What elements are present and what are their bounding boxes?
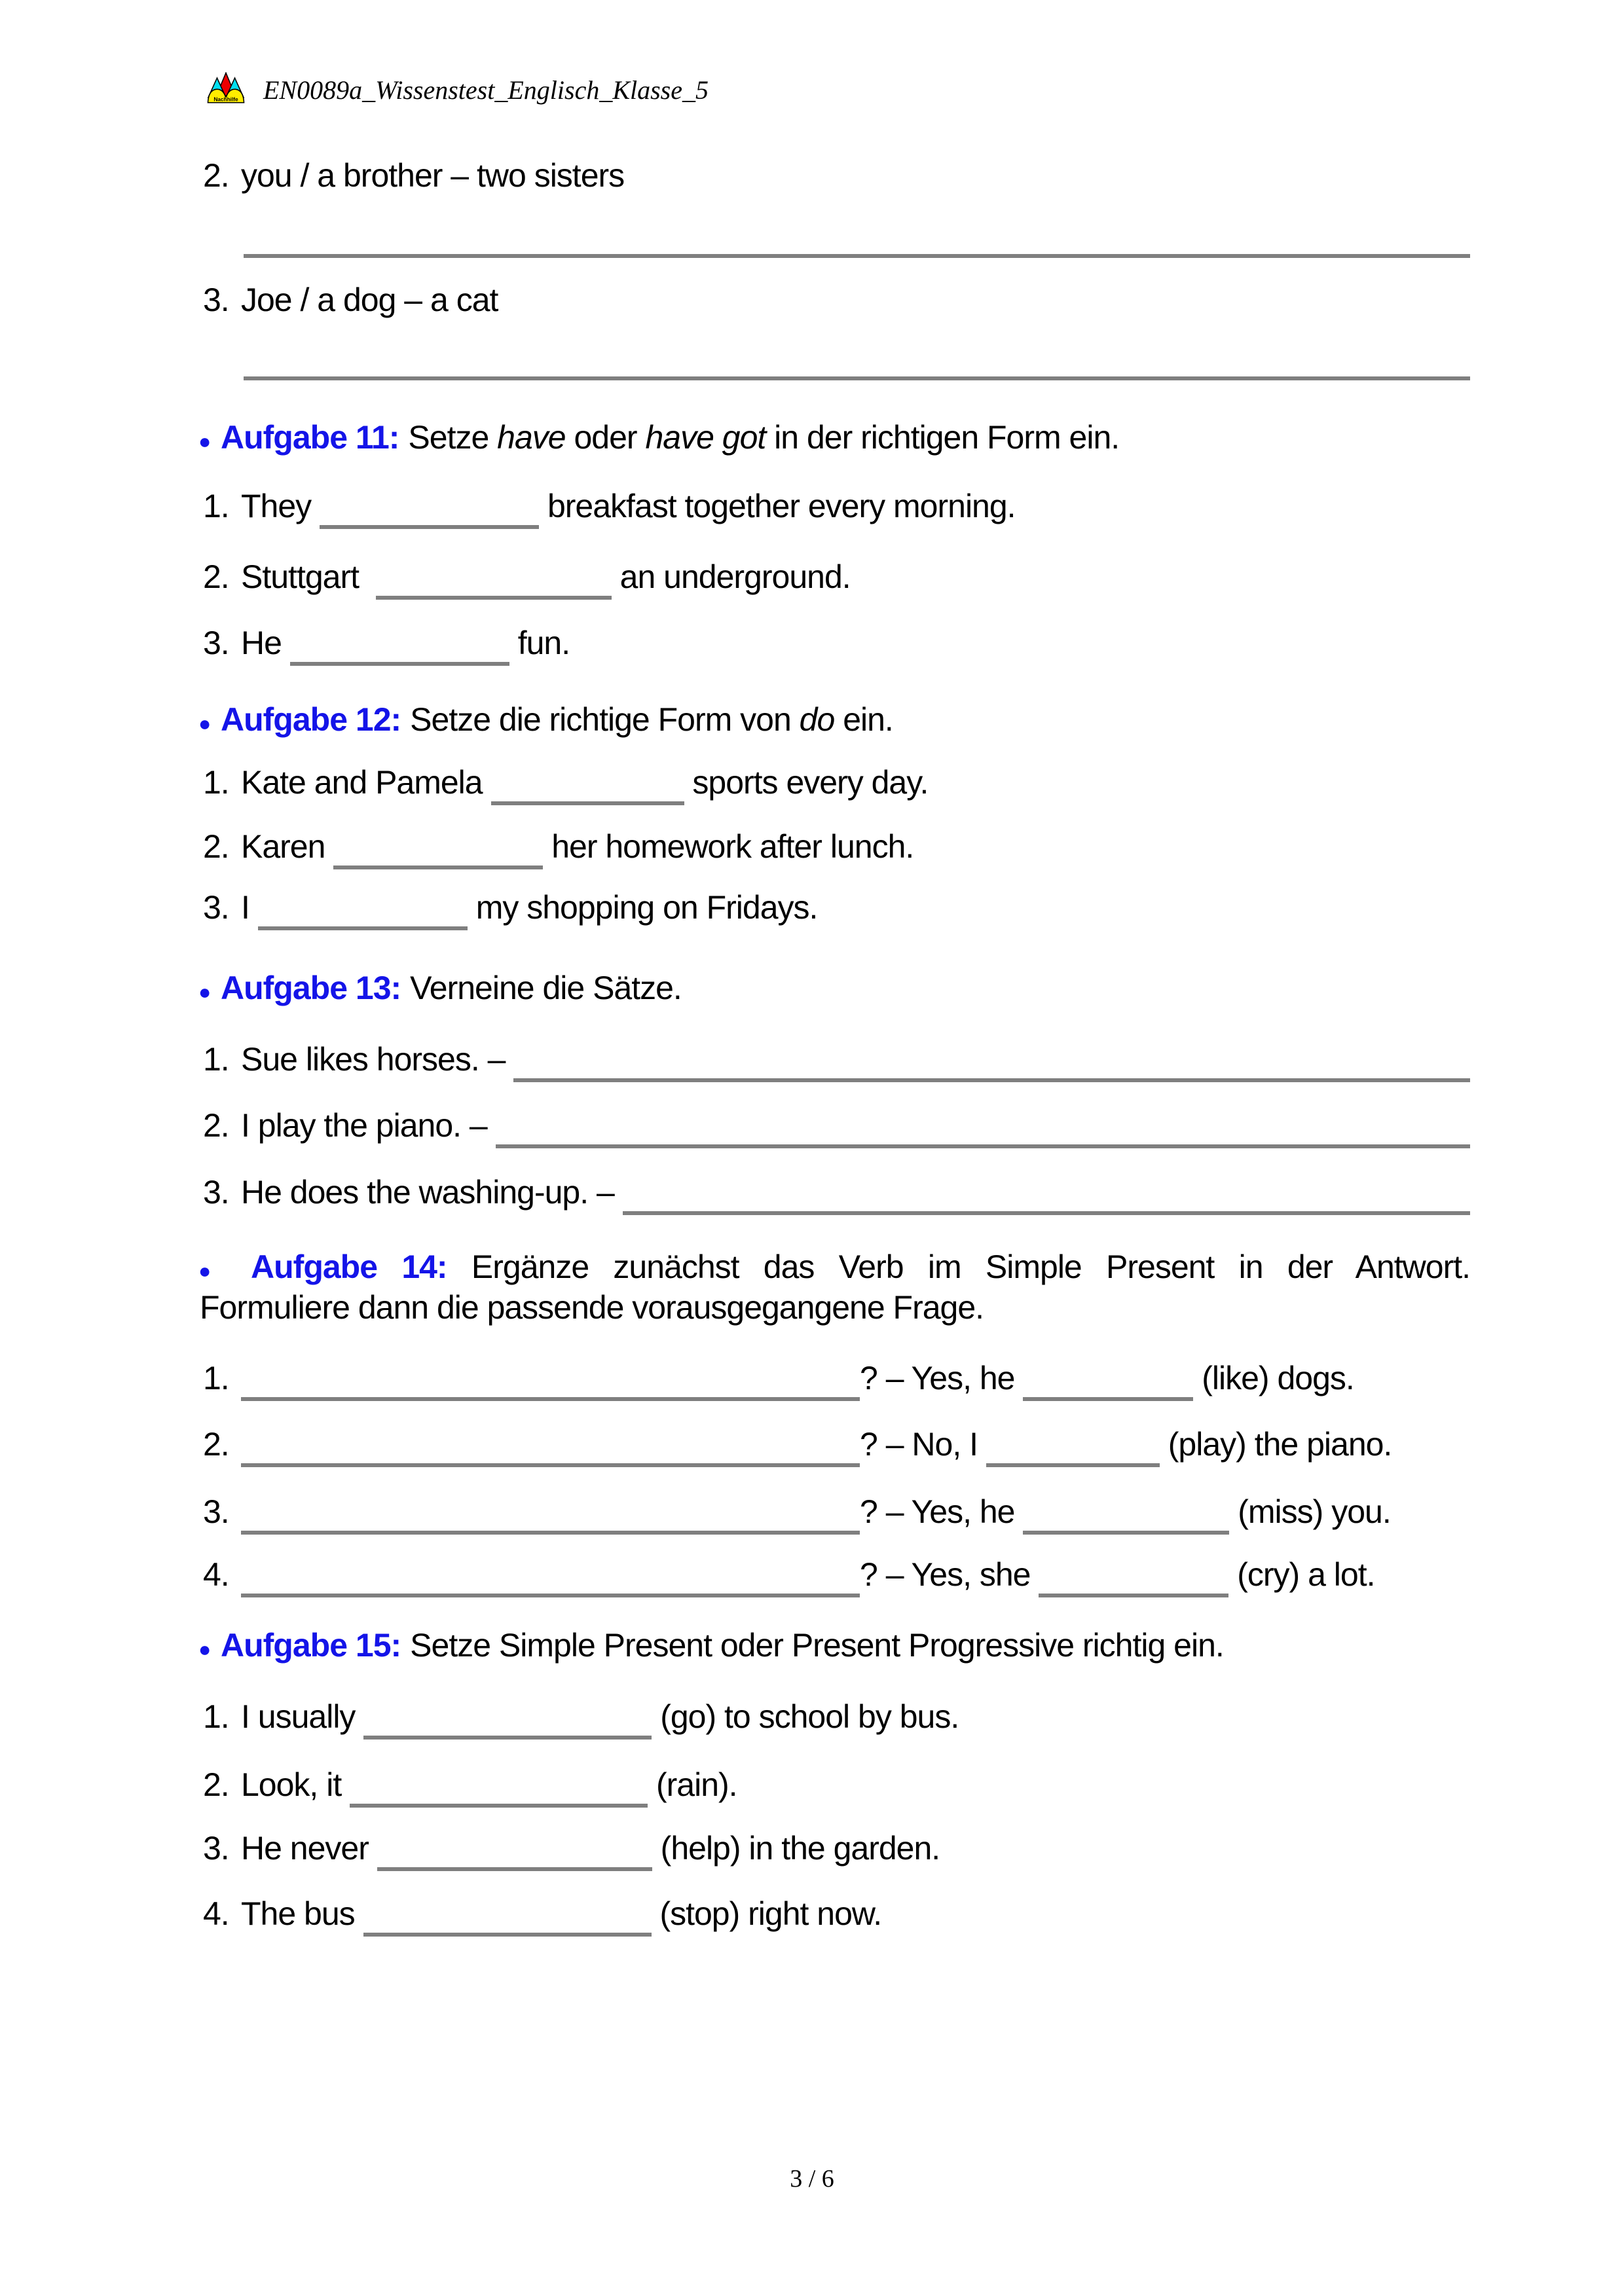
bullet-icon: ● [198,1259,227,1283]
item-text: I usually [241,1698,364,1735]
item-text: He does the washing-up. – [241,1174,623,1211]
exercise-14-item-2 [203,1423,1470,1467]
item-text: ? – No, I [860,1426,986,1463]
item-number: 3. [203,889,229,926]
heading-label: Aufgabe 11: [221,419,399,456]
item-text: He [241,625,290,661]
answer-blank[interactable] [320,487,539,529]
item-number: 2. [203,828,229,865]
question-blank[interactable] [241,1493,860,1535]
item-number: 1. [203,764,229,801]
instruction-text: Ergänze zunächst das Verb im Simple Present in der Antwort. [471,1248,1471,1285]
instruction-italic: have [497,419,566,456]
item-number: 2. [203,558,229,595]
exercise-11-item-3 [203,622,1470,666]
answer-blank[interactable] [491,763,684,805]
heading-line-1 [198,1248,1470,1289]
instruction-text: Setze [408,419,498,456]
item-text: breakfast together every morning. [539,488,1016,524]
item-text: fun. [509,625,570,661]
answer-blank[interactable] [333,828,543,869]
answer-line[interactable] [244,254,1470,258]
answer-blank[interactable] [496,1106,1470,1148]
instruction-text: Setze Simple Present oder Present Progressive richtig ein. [410,1627,1224,1664]
instruction-text: oder [565,419,646,456]
heading-label: Aufgabe 14: [251,1248,447,1285]
item-number: 2. [203,1107,229,1144]
exercise-15-item-4 [203,1893,1470,1937]
item-text: The bus [241,1895,363,1932]
item-number: 1. [203,1360,229,1396]
item-number: 3. [203,282,229,318]
exercise-12-item-3 [203,886,1470,930]
item-text: Karen [241,828,334,865]
instruction-text: Setze die richtige Form von [410,701,800,738]
instruction-text: in der richtigen Form ein. [766,419,1120,456]
item-text: ? – Yes, she [860,1556,1039,1593]
item-text: Look, it [241,1766,350,1803]
exercise-13-item-3 [203,1171,1470,1215]
answer-blank[interactable] [290,624,509,666]
answer-blank[interactable] [376,558,612,600]
exercise-12-item-2 [203,826,1470,869]
exercise-14-heading [198,1248,1470,1326]
document-title: EN0089a_Wissenstest_Englisch_Klasse_5 [263,75,709,105]
heading-label: Aufgabe 12: [221,701,401,738]
item-text: (stop) right now. [651,1895,882,1932]
item-number: 1. [203,488,229,524]
item-number: 1. [203,1041,229,1078]
item-text: ? – Yes, he [860,1493,1024,1530]
exercise-14-item-4 [203,1554,1470,1597]
instruction-text: ein. [834,701,893,738]
item-text: I [241,889,258,926]
answer-blank[interactable] [1023,1359,1193,1401]
item-number: 1. [203,1698,229,1735]
answer-blank[interactable] [1039,1556,1228,1597]
exercise-15-item-3 [203,1827,1470,1871]
instruction-text: Verneine die Sätze. [410,970,682,1006]
answer-blank[interactable] [377,1829,652,1871]
item-text: (rain). [648,1766,737,1803]
item-text: (go) to school by bus. [652,1698,959,1735]
answer-blank[interactable] [350,1766,648,1808]
item-text: my shopping on Fridays. [467,889,818,926]
bullet-icon: ● [198,980,211,1004]
item-text: sports every day. [684,764,929,801]
nachhilfe-logo [207,72,245,104]
heading-label: Aufgabe 13: [221,970,401,1006]
exercise-11-heading [198,416,1470,462]
question-blank[interactable] [241,1556,860,1597]
item-text: you / a brother – two sisters [241,157,625,194]
intro-item-2 [203,155,1470,196]
item-text: He never [241,1830,377,1867]
item-text: Sue likes horses. – [241,1041,514,1078]
bullet-icon: ● [198,712,211,735]
item-number: 2. [203,1426,229,1463]
answer-blank[interactable] [363,1895,652,1937]
answer-blank[interactable] [258,888,468,930]
exercise-12-heading [198,699,1470,744]
item-number: 2. [203,157,229,194]
question-blank[interactable] [241,1425,860,1467]
instruction-italic: do [799,701,835,738]
exercise-11-item-1 [203,485,1470,529]
item-text: (help) in the garden. [652,1830,940,1867]
exercise-11-item-2 [203,556,1470,600]
logo-text: Nachhilfe [213,96,238,103]
exercise-15-heading [198,1624,1470,1670]
bullet-icon: ● [198,429,211,453]
answer-blank[interactable] [623,1173,1470,1215]
exercise-13-item-1 [203,1038,1470,1082]
item-text: (miss) you. [1229,1493,1391,1530]
answer-blank[interactable] [513,1040,1470,1082]
item-number: 4. [203,1895,229,1932]
bullet-icon: ● [198,1637,211,1661]
question-blank[interactable] [241,1359,860,1401]
page-number: 3 / 6 [790,2165,834,2193]
answer-blank[interactable] [363,1698,652,1740]
item-text: Joe / a dog – a cat [241,282,498,318]
answer-line[interactable] [244,376,1470,380]
heading-line-2: Formuliere dann die passende vorausgegangene Frage. [200,1289,984,1326]
item-text: They [241,488,320,524]
item-number: 4. [203,1556,229,1593]
item-number: 3. [203,625,229,661]
item-text: Stuttgart [241,558,376,595]
answer-blank[interactable] [1023,1493,1229,1535]
item-text: (like) dogs. [1193,1360,1354,1396]
item-number: 3. [203,1493,229,1530]
exercise-13-heading [198,967,1470,1013]
item-text: (play) the piano. [1159,1426,1392,1463]
answer-blank[interactable] [986,1425,1160,1467]
exercise-15-item-1 [203,1696,1470,1740]
item-text: I play the piano. – [241,1107,496,1144]
exercise-12-item-1 [203,761,1470,805]
item-text: (cry) a lot. [1228,1556,1375,1593]
intro-item-3 [203,279,1470,321]
item-number: 2. [203,1766,229,1803]
heading-label: Aufgabe 15: [221,1627,401,1664]
item-number: 3. [203,1174,229,1211]
exercise-13-item-2 [203,1104,1470,1148]
exercise-15-item-2 [203,1764,1470,1808]
item-text: ? – Yes, he [860,1360,1024,1396]
item-text: Kate and Pamela [241,764,491,801]
exercise-14-item-3 [203,1491,1470,1535]
instruction-italic: have got [645,419,766,456]
exercise-14-item-1 [203,1357,1470,1401]
item-number: 3. [203,1830,229,1867]
item-text: an underground. [611,558,851,595]
item-text: her homework after lunch. [543,828,914,865]
